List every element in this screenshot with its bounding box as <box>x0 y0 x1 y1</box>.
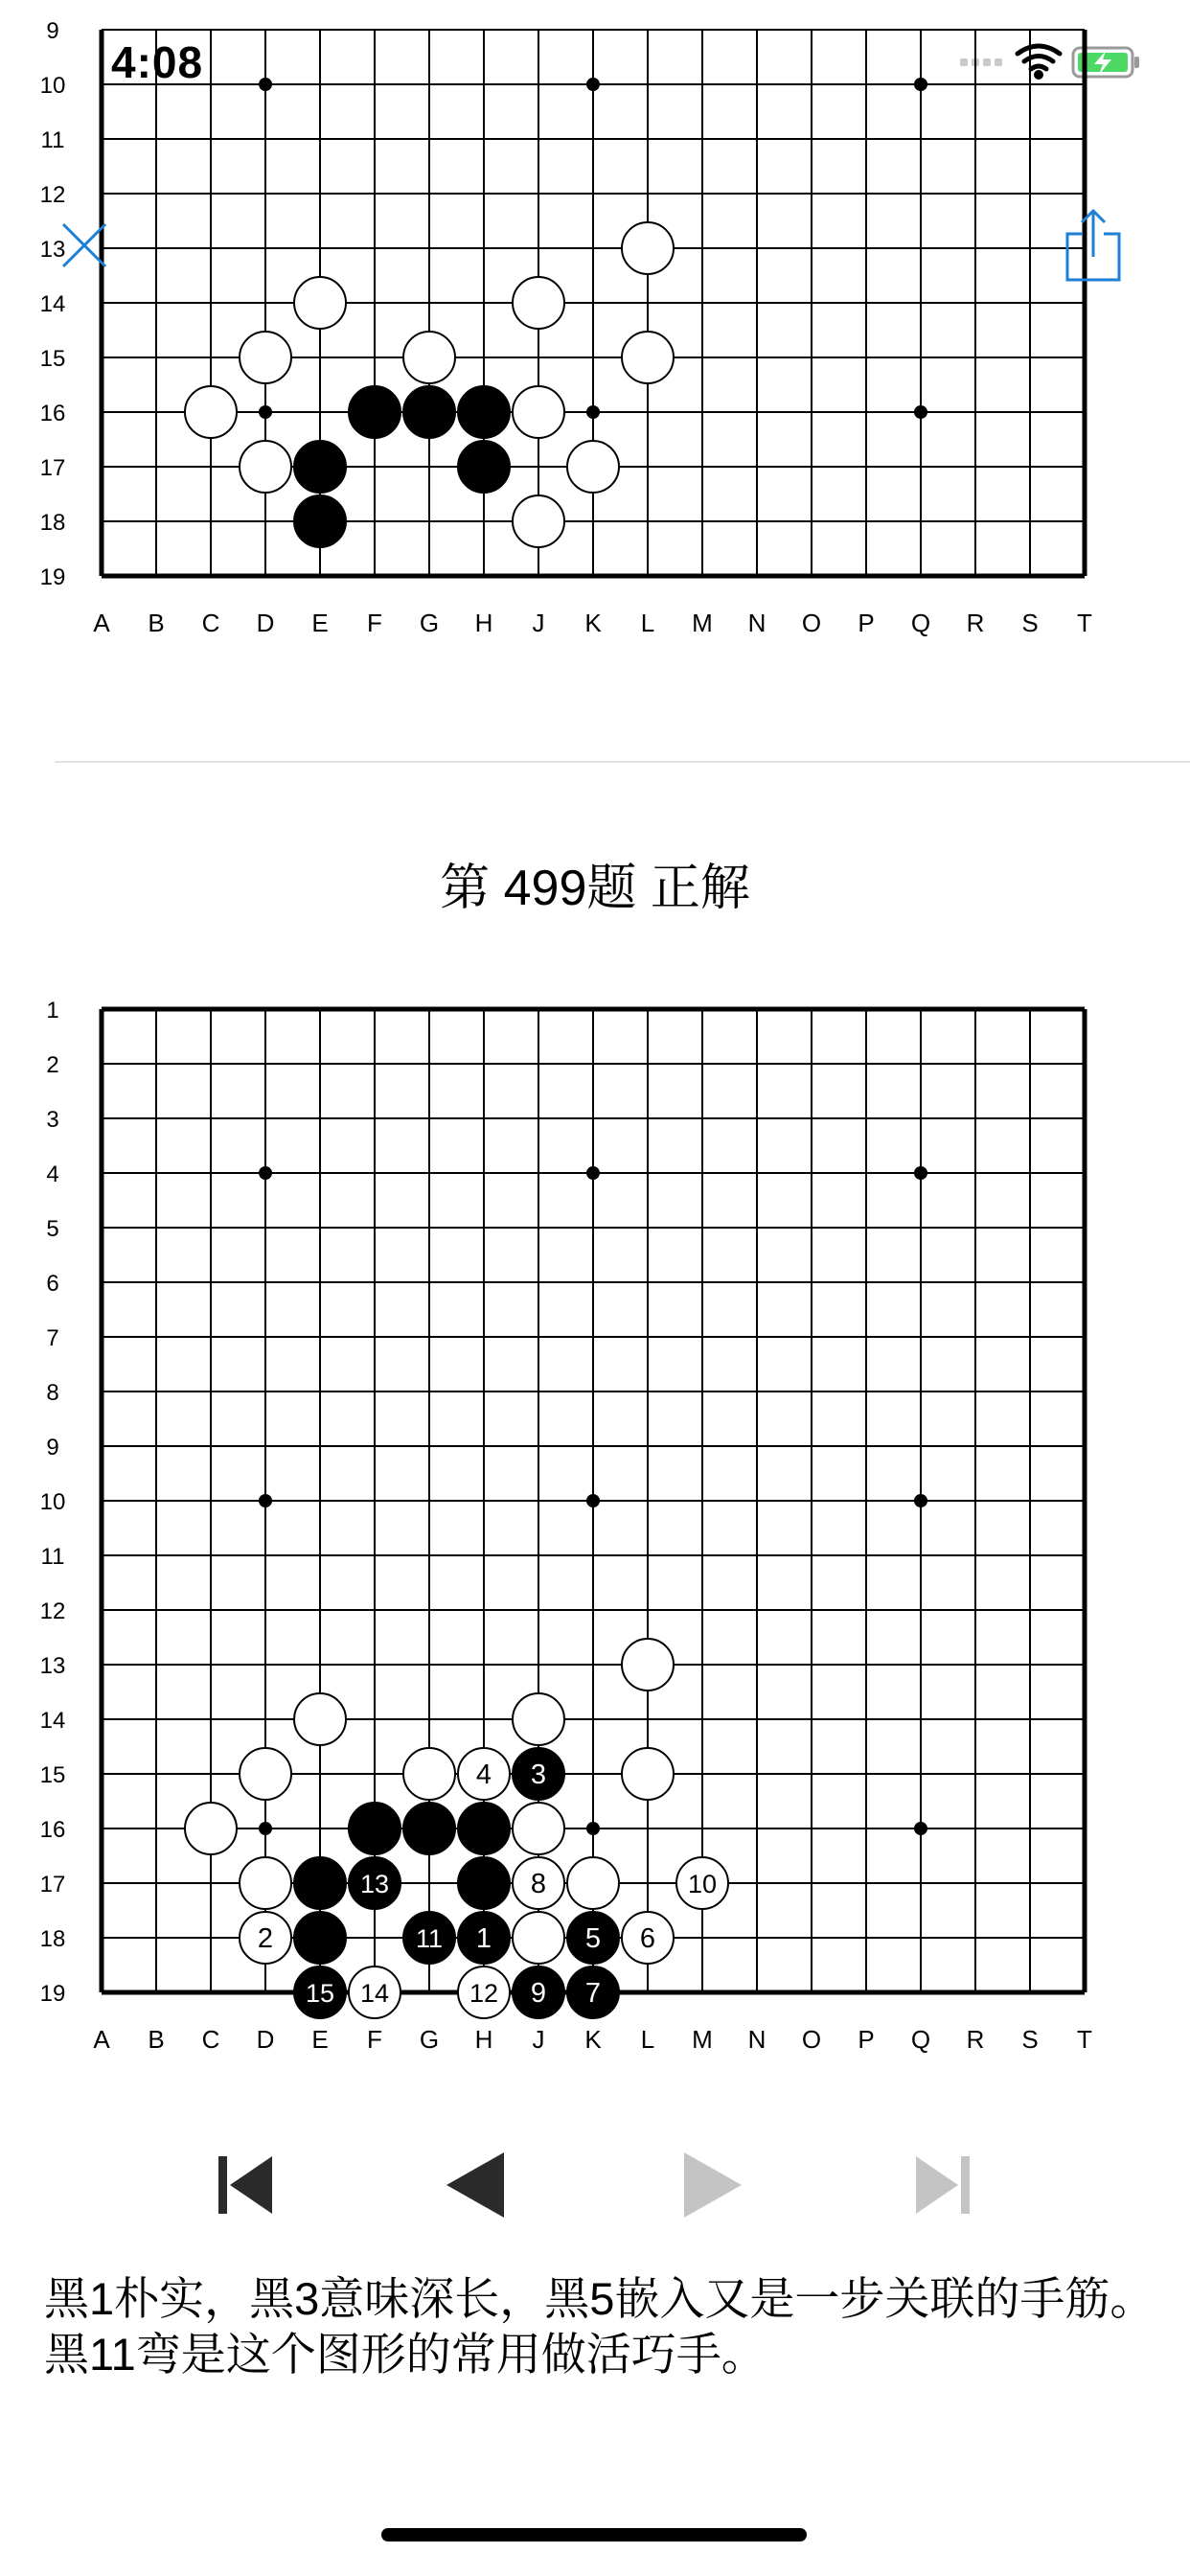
row-label: 12 <box>39 1598 66 1624</box>
black-stone[interactable] <box>458 386 510 438</box>
column-label: N <box>747 609 767 637</box>
black-stone[interactable] <box>513 1748 564 1800</box>
black-stone[interactable] <box>403 386 455 438</box>
row-label: 7 <box>46 1325 59 1351</box>
stone-disc <box>403 1803 455 1854</box>
problem-board[interactable] <box>0 0 1190 690</box>
star-point <box>259 1166 272 1180</box>
stone-disc <box>294 277 346 329</box>
column-label: L <box>640 609 655 637</box>
column-label: D <box>256 2025 275 2054</box>
star-point <box>914 1166 927 1180</box>
column-label: F <box>367 2025 382 2054</box>
stone-disc <box>403 332 455 383</box>
column-label: B <box>148 609 165 637</box>
row-label: 8 <box>46 1380 59 1406</box>
stone-disc <box>240 441 291 493</box>
problem-title: 第 499题 正解 <box>440 861 750 916</box>
white-stone[interactable] <box>622 1748 674 1800</box>
white-stone[interactable] <box>185 386 237 438</box>
black-stone[interactable] <box>458 1912 510 1964</box>
row-label: 14 <box>39 1708 66 1734</box>
star-point <box>914 1494 927 1507</box>
column-label: T <box>1077 609 1092 637</box>
star-point <box>259 1822 272 1835</box>
black-stone[interactable] <box>458 441 510 493</box>
solution-explanation: 黑1朴实，黑3意味深长，黑5嵌入又是一步关联的手筋。黑11弯是这个图形的常用做活巧手。 <box>44 2273 1156 2380</box>
stone-disc <box>458 441 510 493</box>
move-number: 14 <box>359 1979 390 2008</box>
move-number: 15 <box>305 1979 335 2008</box>
white-stone[interactable] <box>513 1857 564 1909</box>
skip-to-last-icon <box>904 2147 981 2223</box>
column-label: J <box>532 609 545 637</box>
black-stone[interactable] <box>403 1803 455 1854</box>
stone-disc <box>513 1803 564 1854</box>
row-label: 18 <box>39 510 66 536</box>
column-label: P <box>858 2025 875 2054</box>
row-label: 2 <box>46 1052 59 1078</box>
column-label: S <box>1021 609 1039 637</box>
column-label: S <box>1021 2025 1039 2054</box>
move-number: 1 <box>475 1923 492 1954</box>
row-label: 11 <box>40 127 65 153</box>
black-stone[interactable] <box>349 1803 400 1854</box>
column-label: O <box>801 2025 822 2054</box>
row-label: 12 <box>39 182 66 208</box>
row-label: 4 <box>46 1162 59 1187</box>
row-label: 17 <box>39 455 66 481</box>
home-indicator[interactable] <box>381 2528 807 2542</box>
star-point <box>914 405 927 419</box>
move-number: 9 <box>530 1978 547 2009</box>
stone-disc <box>458 386 510 438</box>
white-stone[interactable] <box>458 1966 510 2018</box>
star-point <box>586 405 600 419</box>
white-stone[interactable] <box>567 1857 619 1909</box>
share-button[interactable] <box>1064 207 1123 284</box>
white-stone[interactable] <box>403 332 455 383</box>
column-label: D <box>256 609 275 637</box>
row-label: 11 <box>40 1544 65 1570</box>
stone-disc <box>240 332 291 383</box>
stone-disc <box>622 222 674 274</box>
grid-lines <box>102 30 1085 576</box>
white-stone[interactable] <box>403 1748 455 1800</box>
white-stone[interactable] <box>294 277 346 329</box>
stone-disc <box>458 1803 510 1854</box>
white-stone[interactable] <box>513 277 564 329</box>
stone-disc <box>240 1857 291 1909</box>
move-number: 13 <box>359 1870 390 1898</box>
stone-disc <box>185 386 237 438</box>
column-label: B <box>148 2025 165 2054</box>
previous-icon <box>439 2147 515 2223</box>
star-point <box>914 1822 927 1835</box>
row-label: 19 <box>39 1981 66 2007</box>
black-stone[interactable] <box>458 1803 510 1854</box>
white-stone[interactable] <box>240 441 291 493</box>
row-label: 9 <box>46 18 59 44</box>
black-stone[interactable] <box>349 1857 400 1909</box>
row-label: 16 <box>39 401 66 426</box>
star-point <box>586 1494 600 1507</box>
row-label: 3 <box>46 1107 59 1133</box>
white-stone[interactable] <box>240 1748 291 1800</box>
black-stone[interactable] <box>403 1912 455 1964</box>
row-label: 15 <box>39 1762 66 1788</box>
column-label: N <box>747 2025 767 2054</box>
column-label: R <box>966 2025 985 2054</box>
move-number: 8 <box>530 1869 547 1899</box>
white-stone[interactable] <box>513 1693 564 1745</box>
black-stone[interactable] <box>294 441 346 493</box>
row-label: 10 <box>39 73 66 99</box>
column-label: C <box>201 609 220 637</box>
stone-disc <box>294 1912 346 1964</box>
white-stone[interactable] <box>622 1639 674 1690</box>
share-icon <box>1064 207 1123 284</box>
column-label: K <box>584 609 602 637</box>
column-label: G <box>419 609 440 637</box>
move-number: 4 <box>475 1760 492 1790</box>
stone-disc <box>567 1857 619 1909</box>
white-stone[interactable] <box>622 222 674 274</box>
stone-disc <box>622 1639 674 1690</box>
column-label: E <box>311 2025 329 2054</box>
row-label: 13 <box>39 237 66 263</box>
column-label: C <box>201 2025 220 2054</box>
next-move-button[interactable] <box>675 2147 751 2223</box>
stone-disc <box>513 277 564 329</box>
stone-disc <box>513 386 564 438</box>
column-label: H <box>474 2025 493 2054</box>
solution-board[interactable] <box>0 978 1190 2070</box>
move-number: 2 <box>257 1923 274 1954</box>
white-stone[interactable] <box>513 1803 564 1854</box>
column-label: L <box>640 2025 655 2054</box>
white-stone[interactable] <box>185 1803 237 1854</box>
column-label: M <box>692 2025 713 2054</box>
column-label: F <box>367 609 382 637</box>
move-number: 12 <box>469 1979 499 2008</box>
status-time: 4:08 <box>111 37 204 87</box>
white-stone[interactable] <box>294 1693 346 1745</box>
white-stone[interactable] <box>240 332 291 383</box>
black-stone[interactable] <box>294 495 346 547</box>
white-stone[interactable] <box>240 1912 291 1964</box>
section-divider <box>55 761 1190 763</box>
star-point <box>259 78 272 91</box>
row-label: 18 <box>39 1926 66 1952</box>
skip-to-first-icon <box>207 2147 284 2223</box>
black-stone[interactable] <box>349 386 400 438</box>
row-label: 10 <box>39 1489 66 1515</box>
column-label: M <box>692 609 713 637</box>
stone-disc <box>294 1693 346 1745</box>
close-button[interactable] <box>57 218 111 272</box>
next-icon <box>675 2147 751 2223</box>
row-label: 5 <box>46 1216 59 1242</box>
stone-disc <box>513 1693 564 1745</box>
star-point <box>259 405 272 419</box>
first-move-button[interactable] <box>207 2147 284 2223</box>
column-label: A <box>93 2025 110 2054</box>
column-label: T <box>1077 2025 1092 2054</box>
stone-disc <box>240 1748 291 1800</box>
stone-disc <box>294 495 346 547</box>
move-number: 11 <box>415 1924 444 1953</box>
white-stone[interactable] <box>513 386 564 438</box>
column-label: K <box>584 2025 602 2054</box>
stone-disc <box>349 1803 400 1854</box>
black-stone[interactable] <box>513 1966 564 2018</box>
row-label: 1 <box>46 998 59 1024</box>
move-number: 3 <box>530 1760 547 1790</box>
row-label: 17 <box>39 1872 66 1898</box>
white-stone[interactable] <box>567 441 619 493</box>
column-label: A <box>93 609 110 637</box>
row-label: 6 <box>46 1271 59 1297</box>
column-label: J <box>532 2025 545 2054</box>
black-stone[interactable] <box>294 1857 346 1909</box>
column-label: P <box>858 609 875 637</box>
column-label: O <box>801 609 822 637</box>
white-stone[interactable] <box>458 1748 510 1800</box>
column-label: G <box>419 2025 440 2054</box>
move-number: 10 <box>687 1870 718 1898</box>
stone-disc <box>513 495 564 547</box>
stone-disc <box>403 1748 455 1800</box>
star-point <box>586 1822 600 1835</box>
stone-disc <box>458 1857 510 1909</box>
stone-disc <box>622 1748 674 1800</box>
stone-disc <box>294 1857 346 1909</box>
stone-disc <box>513 1912 564 1964</box>
row-label: 15 <box>39 346 66 372</box>
stone-disc <box>185 1803 237 1854</box>
white-stone[interactable] <box>240 1857 291 1909</box>
close-x-icon <box>57 218 111 272</box>
white-stone[interactable] <box>622 332 674 383</box>
column-label: E <box>311 609 329 637</box>
previous-move-button[interactable] <box>439 2147 515 2223</box>
white-stone[interactable] <box>349 1966 400 2018</box>
white-stone[interactable] <box>513 1912 564 1964</box>
column-label: R <box>966 609 985 637</box>
black-stone[interactable] <box>567 1912 619 1964</box>
white-stone[interactable] <box>622 1912 674 1964</box>
stone-disc <box>294 441 346 493</box>
row-label: 19 <box>39 564 66 590</box>
stone-disc <box>349 386 400 438</box>
black-stone[interactable] <box>294 1912 346 1964</box>
row-label: 14 <box>39 291 66 317</box>
column-label: Q <box>910 609 931 637</box>
last-move-button[interactable] <box>904 2147 981 2223</box>
row-label: 13 <box>39 1653 66 1679</box>
move-number: 5 <box>584 1923 602 1954</box>
row-label: 16 <box>39 1817 66 1843</box>
stone-disc <box>567 441 619 493</box>
move-number: 7 <box>584 1978 602 2009</box>
stone-disc <box>403 386 455 438</box>
stone-disc <box>622 332 674 383</box>
black-stone[interactable] <box>294 1966 346 2018</box>
white-stone[interactable] <box>513 495 564 547</box>
row-label: 9 <box>46 1435 59 1460</box>
black-stone[interactable] <box>458 1857 510 1909</box>
black-stone[interactable] <box>567 1966 619 2018</box>
star-point <box>259 1494 272 1507</box>
white-stone[interactable] <box>676 1857 728 1909</box>
column-label: H <box>474 609 493 637</box>
star-point <box>914 78 927 91</box>
star-point <box>586 1166 600 1180</box>
move-number: 6 <box>639 1923 656 1954</box>
column-label: Q <box>910 2025 931 2054</box>
star-point <box>586 78 600 91</box>
